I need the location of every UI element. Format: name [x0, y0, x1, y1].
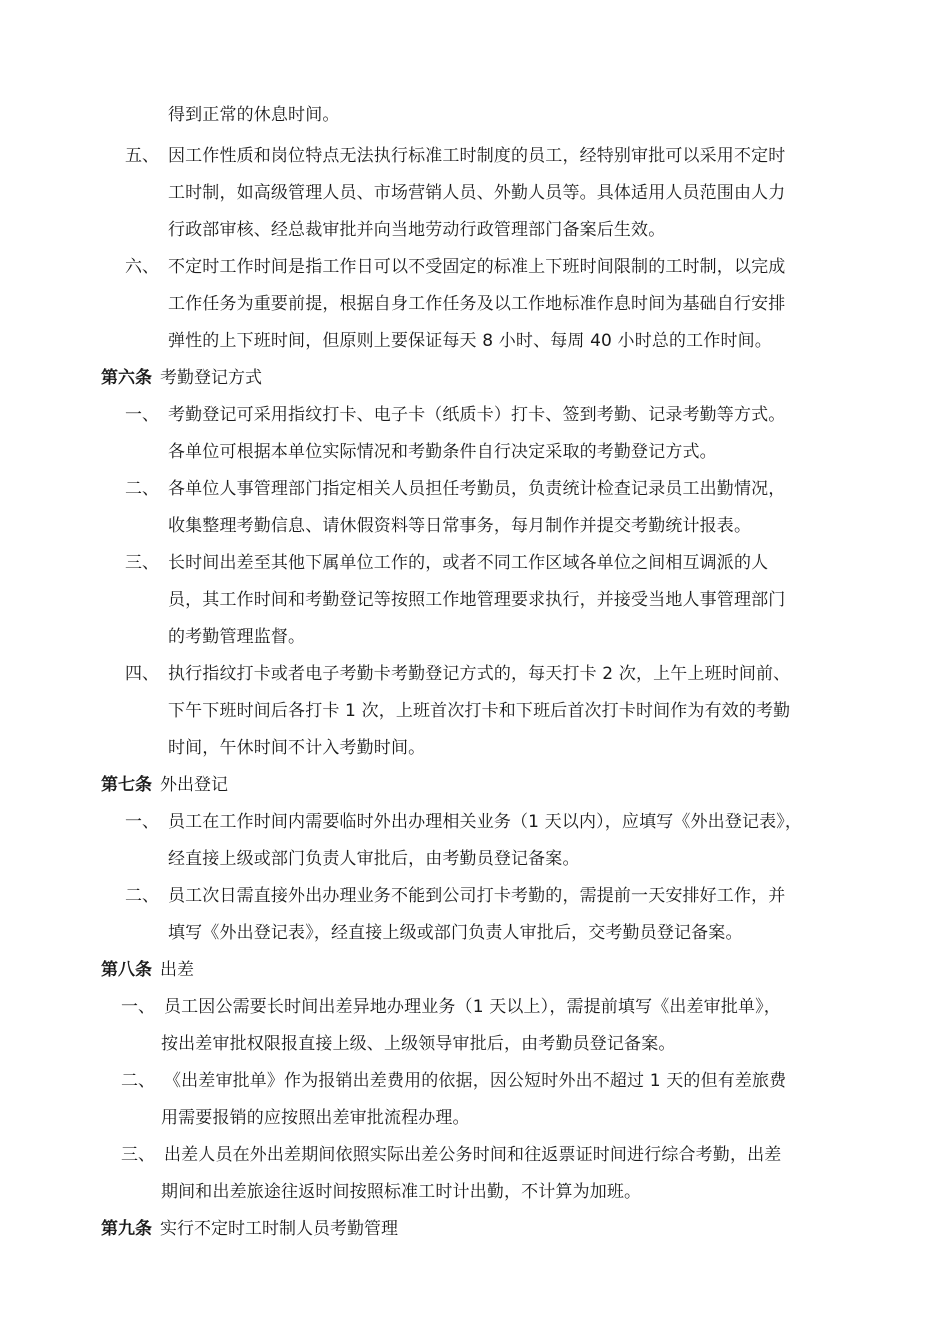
paragraph-line: 期间和出差旅途往返时间按照标准工时计出勤，不计算为加班。: [161, 1182, 642, 1202]
article-title: 外出登记: [160, 775, 228, 795]
article-heading: [101, 774, 228, 796]
paragraph-line: 因工作性质和岗位特点无法执行标准工时制度的员工，经特别审批可以采用不定时: [168, 146, 786, 166]
article-label: 第六条: [101, 368, 152, 388]
article-heading: [101, 367, 262, 389]
paragraph-line: 工作任务为重要前提，根据自身工作任务及以工作地标准作息时间为基础自行安排: [168, 294, 786, 314]
paragraph-line: 弹性的上下班时间，但原则上要保证每天 8 小时、每周 40 小时总的工作时间。: [168, 331, 772, 351]
paragraph-line: 员工因公需要长时间出差异地办理业务（1 天以上），需提前填写《出差审批单》，: [164, 997, 781, 1017]
item-number: 二、: [125, 886, 159, 906]
paragraph-line: 下午下班时间后各打卡 1 次，上班首次打卡和下班后首次打卡时间作为有效的考勤: [168, 701, 791, 721]
paragraph-line: 员工次日需直接外出办理业务不能到公司打卡考勤的，需提前一天安排好工作，并: [168, 886, 786, 906]
paragraph-line: 不定时工作时间是指工作日可以不受固定的标准上下班时间限制的工时制，以完成: [168, 257, 786, 277]
paragraph-line: 的考勤管理监督。: [168, 627, 306, 647]
item-number: 一、: [125, 812, 159, 832]
paragraph-line: 工时制，如高级管理人员、市场营销人员、外勤人员等。具体适用人员范围由人力: [168, 183, 786, 203]
paragraph-line: 经直接上级或部门负责人审批后，由考勤员登记备案。: [168, 849, 580, 869]
article-title: 出差: [160, 960, 194, 980]
item-number: 一、: [125, 405, 159, 425]
item-number: 一、: [121, 997, 155, 1017]
item-number: 三、: [125, 553, 159, 573]
paragraph-line: 用需要报销的应按照出差审批流程办理。: [161, 1108, 470, 1128]
item-number: 五、: [125, 146, 159, 166]
article-label: 第八条: [101, 960, 152, 980]
article-label: 第七条: [101, 775, 152, 795]
article-heading: [101, 1218, 398, 1240]
article-title: 考勤登记方式: [160, 368, 262, 388]
paragraph-line: 行政部审核、经总裁审批并向当地劳动行政管理部门备案后生效。: [168, 220, 666, 240]
paragraph-line: 收集整理考勤信息、请休假资料等日常事务，每月制作并提交考勤统计报表。: [168, 516, 752, 536]
paragraph-line: 得到正常的休息时间。: [168, 105, 340, 125]
item-number: 二、: [125, 479, 159, 499]
paragraph-line: 填写《外出登记表》，经直接上级或部门负责人审批后，交考勤员登记备案。: [168, 923, 743, 943]
paragraph-line: 员，其工作时间和考勤登记等按照工作地管理要求执行，并接受当地人事管理部门: [168, 590, 786, 610]
paragraph-line: 按出差审批权限报直接上级、上级领导审批后，由考勤员登记备案。: [161, 1034, 676, 1054]
item-number: 六、: [125, 257, 159, 277]
paragraph-line: 执行指纹打卡或者电子考勤卡考勤登记方式的，每天打卡 2 次，上午上班时间前、: [168, 664, 791, 684]
paragraph-line: 员工在工作时间内需要临时外出办理相关业务（1 天以内），应填写《外出登记表》，: [168, 812, 803, 832]
item-number: 四、: [125, 664, 159, 684]
paragraph-line: 《出差审批单》作为报销出差费用的依据，因公短时外出不超过 1 天的但有差旅费: [164, 1071, 787, 1091]
article-label: 第九条: [101, 1219, 152, 1239]
paragraph-line: 考勤登记可采用指纹打卡、电子卡（纸质卡）打卡、签到考勤、记录考勤等方式。: [168, 405, 786, 425]
paragraph-line: 各单位人事管理部门指定相关人员担任考勤员，负责统计检查记录员工出勤情况，: [168, 479, 786, 499]
paragraph-line: 时间，午休时间不计入考勤时间。: [168, 738, 426, 758]
article-title: 实行不定时工时制人员考勤管理: [160, 1219, 398, 1239]
item-number: 三、: [121, 1145, 155, 1165]
item-number: 二、: [121, 1071, 155, 1091]
article-heading: [101, 959, 194, 981]
paragraph-line: 出差人员在外出差期间依照实际出差公务时间和往返票证时间进行综合考勤，出差: [164, 1145, 782, 1165]
paragraph-line: 长时间出差至其他下属单位工作的，或者不同工作区域各单位之间相互调派的人: [168, 553, 769, 573]
paragraph-line: 各单位可根据本单位实际情况和考勤条件自行决定采取的考勤登记方式。: [168, 442, 717, 462]
